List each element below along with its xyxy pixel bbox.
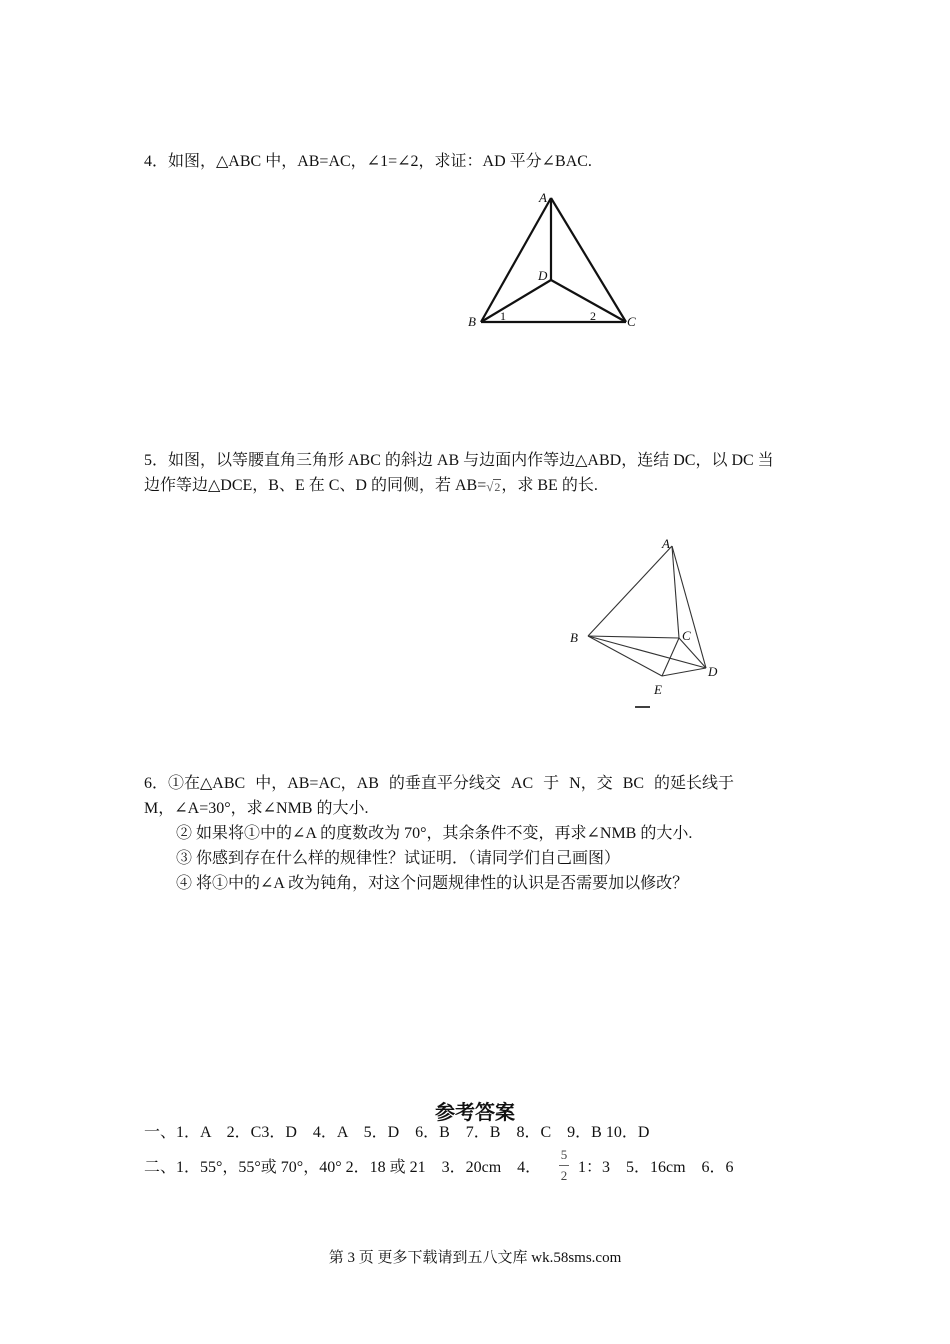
q5-line2-pre: 边作等边△DCE，B、E 在 C、D 的同侧，若 AB=: [144, 477, 487, 494]
q6-line5: ④ 将①中的∠A 改为钝角，对这个问题规律性的认识是否需要加以修改？: [176, 875, 689, 892]
q5-label-e: E: [654, 682, 662, 697]
q5-label-b: B: [570, 630, 578, 645]
answers-row2-pre: 二、1．55°，55°或 70°，40° 2．18 或 21 3．20cm 4．: [144, 1159, 542, 1176]
q5-line1: 5．如图，以等腰直角三角形 ABC 的斜边 AB 与边面内作等边△ABD，连结 DC，以 DC 当: [144, 452, 774, 469]
answers-row2-post: 1：3 5．16cm 6．6: [578, 1159, 734, 1176]
answers-title: 参考答案: [435, 1102, 515, 1124]
answer-fraction: [558, 1147, 570, 1184]
fraction-numerator: 5: [560, 1147, 568, 1162]
q6-line1: 6．①在△ABC 中，AB=AC，AB 的垂直平分线交 AC 于 N，交 BC 的延长线于: [144, 775, 735, 792]
q6-line3: ② 如果将①中的∠A 的度数改为 70°，其余条件不变，再求∠NMB 的大小.: [176, 825, 693, 842]
q6-line2: M，∠A=30°，求∠NMB 的大小.: [144, 800, 369, 817]
q4-text: 4．如图，△ABC 中，AB=AC，∠1=∠2，求证：AD 平分∠BAC.: [144, 153, 592, 170]
q5-label-a: A: [662, 536, 670, 551]
q5-line2: [144, 476, 598, 497]
q5-label-c: C: [682, 628, 691, 643]
sqrt-symbol: √2: [486, 479, 501, 494]
page-footer: 第 3 页 更多下载请到五八文库 wk.58sms.com: [328, 1250, 622, 1266]
q4-angle-2: 2: [590, 309, 596, 323]
q5-line2-post: ，求 BE 的长.: [501, 477, 598, 494]
q4-label-a: A: [539, 190, 547, 205]
q6-line4: ③ 你感到存在什么样的规律性？试证明．（请同学们自己画图）: [176, 850, 621, 867]
fraction-denominator: 2: [560, 1168, 568, 1183]
q4-label-d: D: [538, 268, 548, 283]
sqrt-radicand: 2: [494, 480, 501, 494]
q4-label-b: B: [468, 314, 476, 329]
q4-figure: [460, 186, 650, 332]
q4-angle-1: 1: [500, 309, 506, 323]
q5-figure: [564, 530, 734, 716]
q4-label-c: C: [627, 314, 636, 329]
fraction-bar: [559, 1165, 569, 1166]
q5-label-d: D: [708, 664, 718, 679]
answers-row1: 一、1．A 2．C3．D 4．A 5．D 6．B 7．B 8．C 9．B 10．D: [144, 1124, 650, 1141]
